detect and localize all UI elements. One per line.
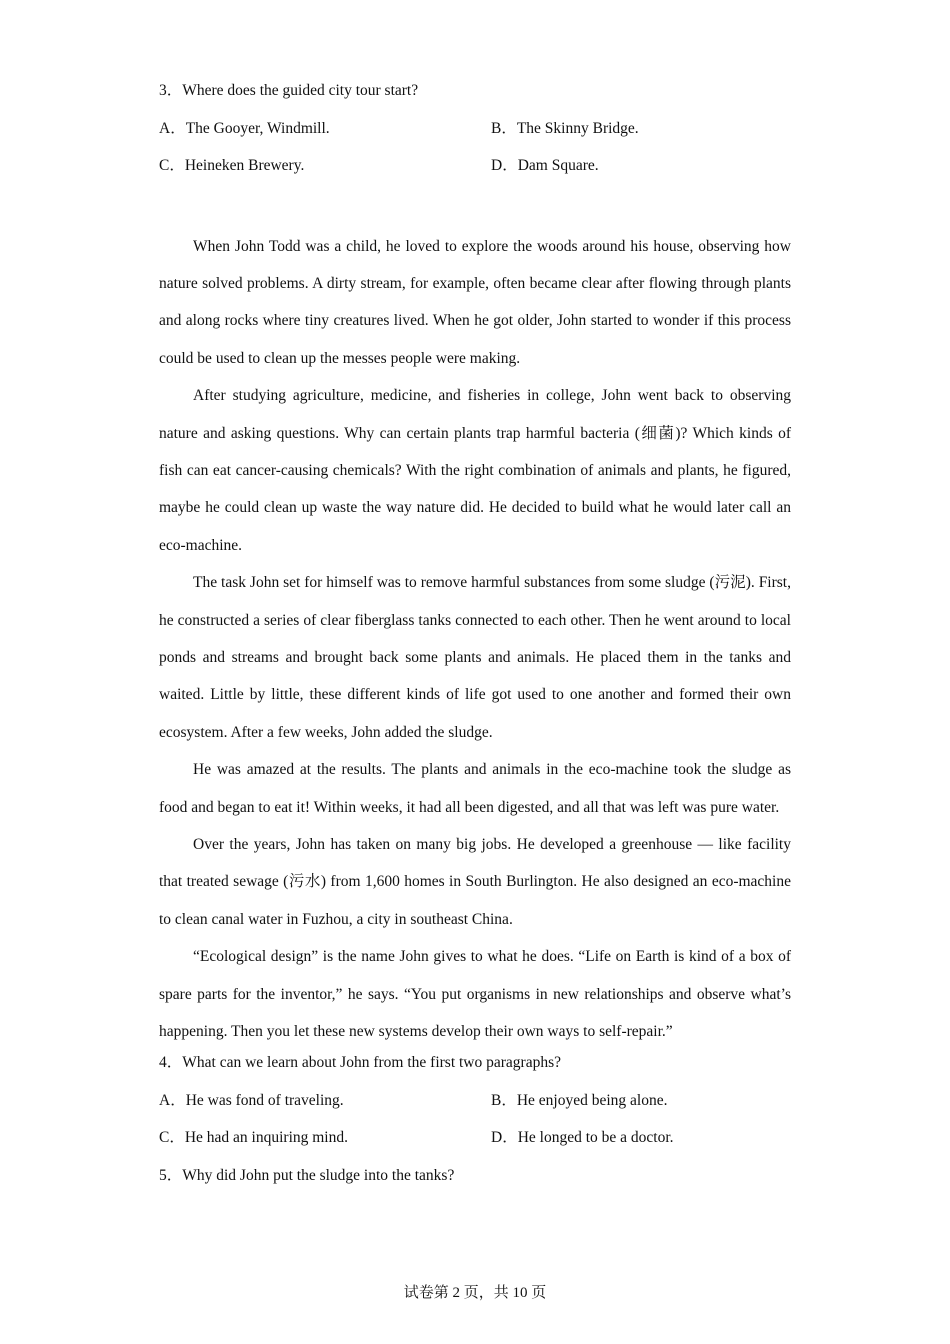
question-5-stem: 5．Why did John put the sludge into the tanks? — [159, 1166, 455, 1184]
question-3-options-row-1 — [159, 116, 791, 154]
page-footer: 试卷第 2 页，共 10 页 — [403, 1285, 547, 1301]
passage-paragraph-3: The task John set for himself was to remove harmful substances from some sludge (污泥). First, he constructed a series of clear fiberglass tanks connected to each other. Then he went around to local ponds and streams and brought back some plants and animals. He placed them in the tanks and waited. Little by little, these different kinds of life got used to one another and formed their own ecosystem. After a few weeks, John added the sludge. — [159, 574, 791, 741]
question-3-options-row-2 — [159, 153, 791, 191]
reading-passage — [159, 228, 791, 1051]
question-4-options-row-1 — [159, 1088, 791, 1126]
passage-paragraph-6: “Ecological design” is the name John gives to what he does. “Life on Earth is kind of a box of spare parts for the inventor,” he says. “You put organisms in new relationships and observe what’s happening. Then you let these new systems develop their own ways to self-repair.” — [159, 948, 791, 1041]
question-4-options-row-2 — [159, 1125, 791, 1163]
question-4-option-d: D．He longed to be a doctor. — [491, 1129, 674, 1147]
question-3-option-c: C．Heineken Brewery. — [159, 157, 305, 174]
exam-page — [159, 78, 791, 1200]
passage-paragraph-5: Over the years, John has taken on many big jobs. He developed a greenhouse — like facility that treated sewage (污水) from 1,600 homes in South Burlington. He also designed an eco-machine to clean canal water in Fuzhou, a city in southeast China. — [159, 836, 791, 928]
question-3-option-d: D．Dam Square. — [491, 157, 599, 174]
passage-paragraph-1: When John Todd was a child, he loved to explore the woods around his house, observing how nature solved problems. A dirty stream, for example, often became clear after flowing through plants and along rocks where tiny creatures lived. When he got older, John started to wonder if this process could be used to clean up the messes people were making. — [159, 237, 791, 367]
question-3-option-b: B．The Skinny Bridge. — [491, 119, 639, 137]
question-3-stem: 3．Where does the guided city tour start? — [159, 82, 419, 99]
question-4-option-c: C．He had an inquiring mind. — [159, 1129, 348, 1147]
passage-paragraph-2: After studying agriculture, medicine, and fisheries in college, John went back to observing nature and asking questions. Why can certain plants trap harmful bacteria (细菌)? Which kinds of fish can eat cancer-causing chemicals? With the right combination of animals and plants, he figured, maybe he could clean up waste the way nature did. He decided to build what he would later call an eco-machine. — [159, 387, 791, 554]
question-4-option-a: A．He was fond of traveling. — [159, 1091, 344, 1109]
question-4-option-b: B．He enjoyed being alone. — [491, 1091, 668, 1109]
question-4-stem: 4．What can we learn about John from the first two paragraphs? — [159, 1054, 562, 1072]
question-3-option-a: A．The Gooyer, Windmill. — [159, 119, 330, 137]
passage-paragraph-4: He was amazed at the results. The plants and animals in the eco-machine took the sludge as food and began to eat it! Within weeks, it had all been digested, and all that was left was pure water. — [159, 761, 791, 816]
section-spacer — [159, 191, 791, 228]
